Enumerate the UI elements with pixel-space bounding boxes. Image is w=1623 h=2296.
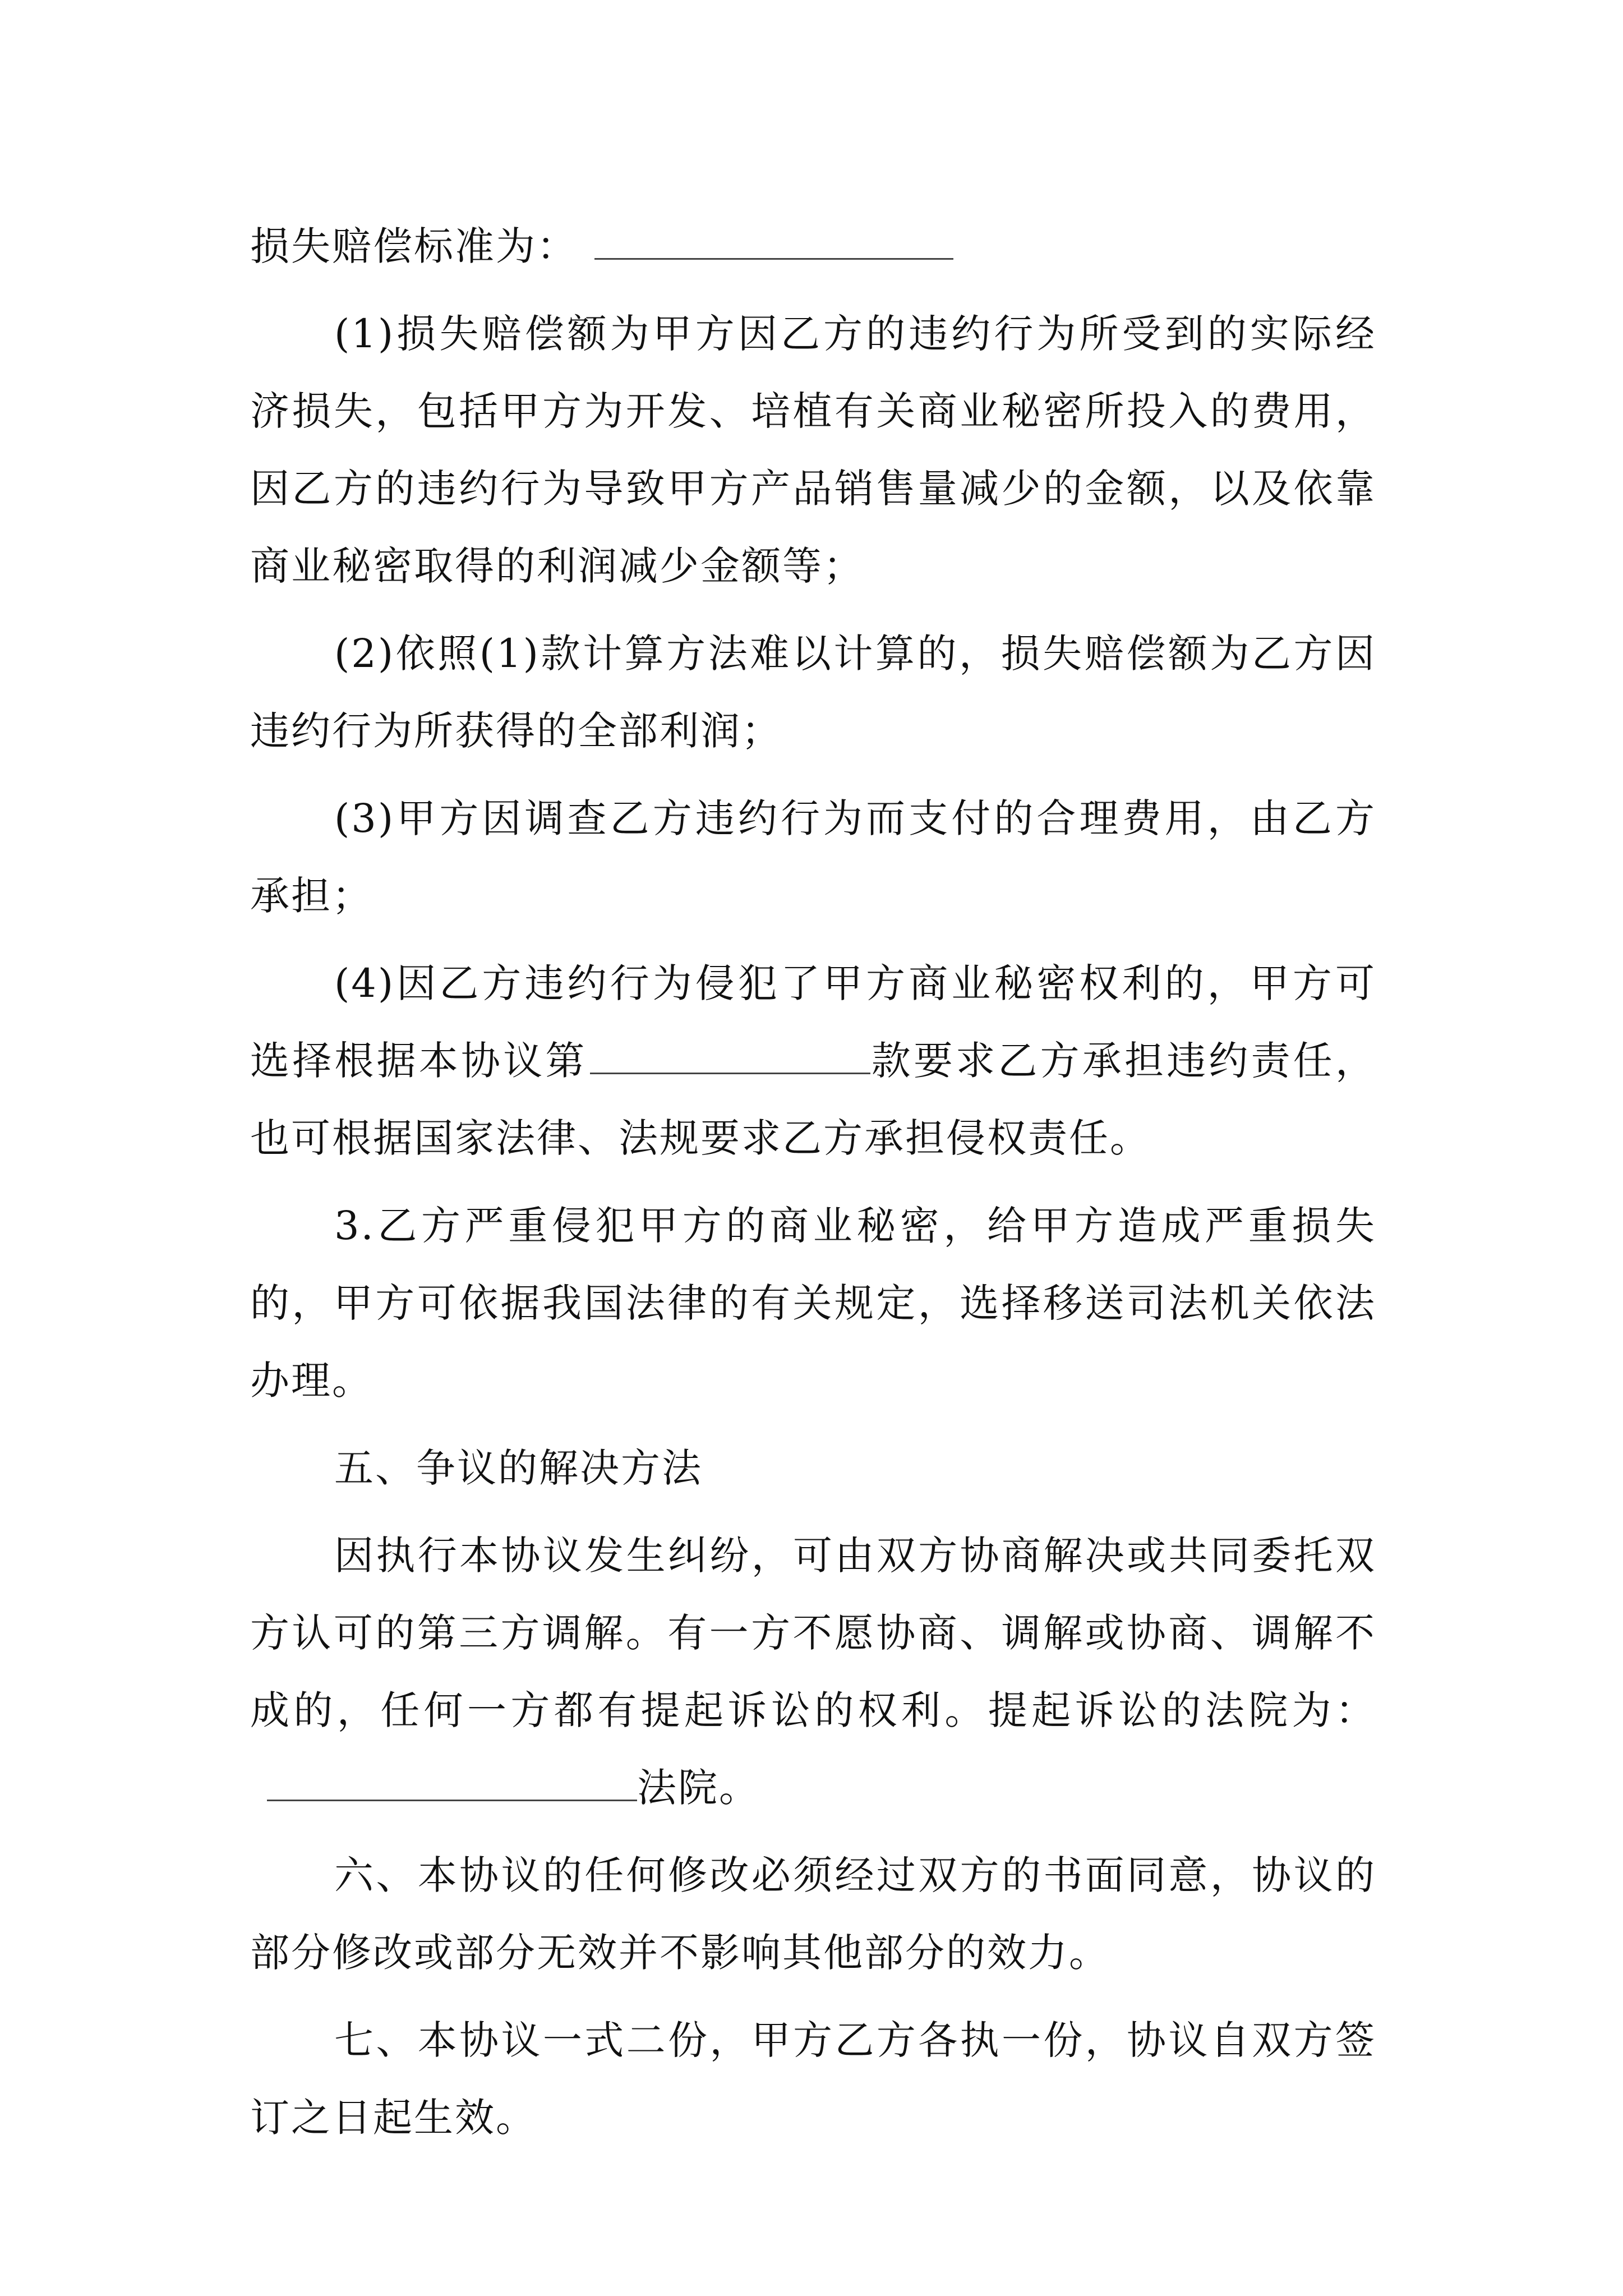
- clause-item-3: (3)甲方因调查乙方违约行为而支付的合理费用，由乙方承担；: [250, 795, 1376, 919]
- compensation-standard-blank: [594, 224, 953, 260]
- section-heading-dispute-resolution: 五、争议的解决方法: [334, 1445, 703, 1491]
- section-seven-paragraph: 七、本协议一式二份，甲方乙方各执一份，协议自双方签订之日起生效。: [250, 2017, 1376, 2141]
- document-body: [250, 208, 1376, 2156]
- section-six-paragraph: 六、本协议的任何修改必须经过双方的书面同意，协议的部分修改或部分无效并不影响其他部分的效力。: [250, 1852, 1376, 1976]
- clause-item-1: (1)损失赔偿额为甲方因乙方的违约行为所受到的实际经济损失，包括甲方为开发、培植有关商业秘密所投入的费用，因乙方的违约行为导致甲方产品销售量减少的金额，以及依靠商业秘密取得的利润减少金额等；: [250, 311, 1376, 589]
- compensation-standard-label: 损失赔偿标准为：: [250, 223, 578, 269]
- clause-item-2: (2)依照(1)款计算方法难以计算的，损失赔偿额为乙方因违约行为所获得的全部利润；: [250, 631, 1376, 754]
- court-name-blank: [267, 1766, 637, 1801]
- dispute-text-after: 法院。: [637, 1765, 760, 1811]
- dispute-text-before: 因执行本协议发生纠纷，可由双方协商解决或共同委托双方认可的第三方调解。有一方不愿协商、调解或协商、调解不成的，任何一方都有提起诉讼的权利。提起诉讼的法院为：: [250, 1533, 1376, 1733]
- dispute-resolution-paragraph: [250, 1517, 1376, 1826]
- clause-item-4: [250, 945, 1376, 1177]
- clause-item-4-text-after: 款要求乙方承担违约责任，也可根据国家法律、法规要求乙方承担侵权责任。: [250, 1038, 1377, 1161]
- clause-item-4-text-before: (4)因乙方违约行为侵犯了甲方商业秘密权利的，甲方可选择根据本协议第: [250, 960, 1376, 1084]
- compensation-standard-line: [250, 208, 1376, 285]
- clause-section-3: 3.乙方严重侵犯甲方的商业秘密，给甲方造成严重损失的，甲方可依据我国法律的有关规定，选择移送司法机关依法办理。: [250, 1203, 1376, 1404]
- clause-number-blank: [590, 1039, 870, 1074]
